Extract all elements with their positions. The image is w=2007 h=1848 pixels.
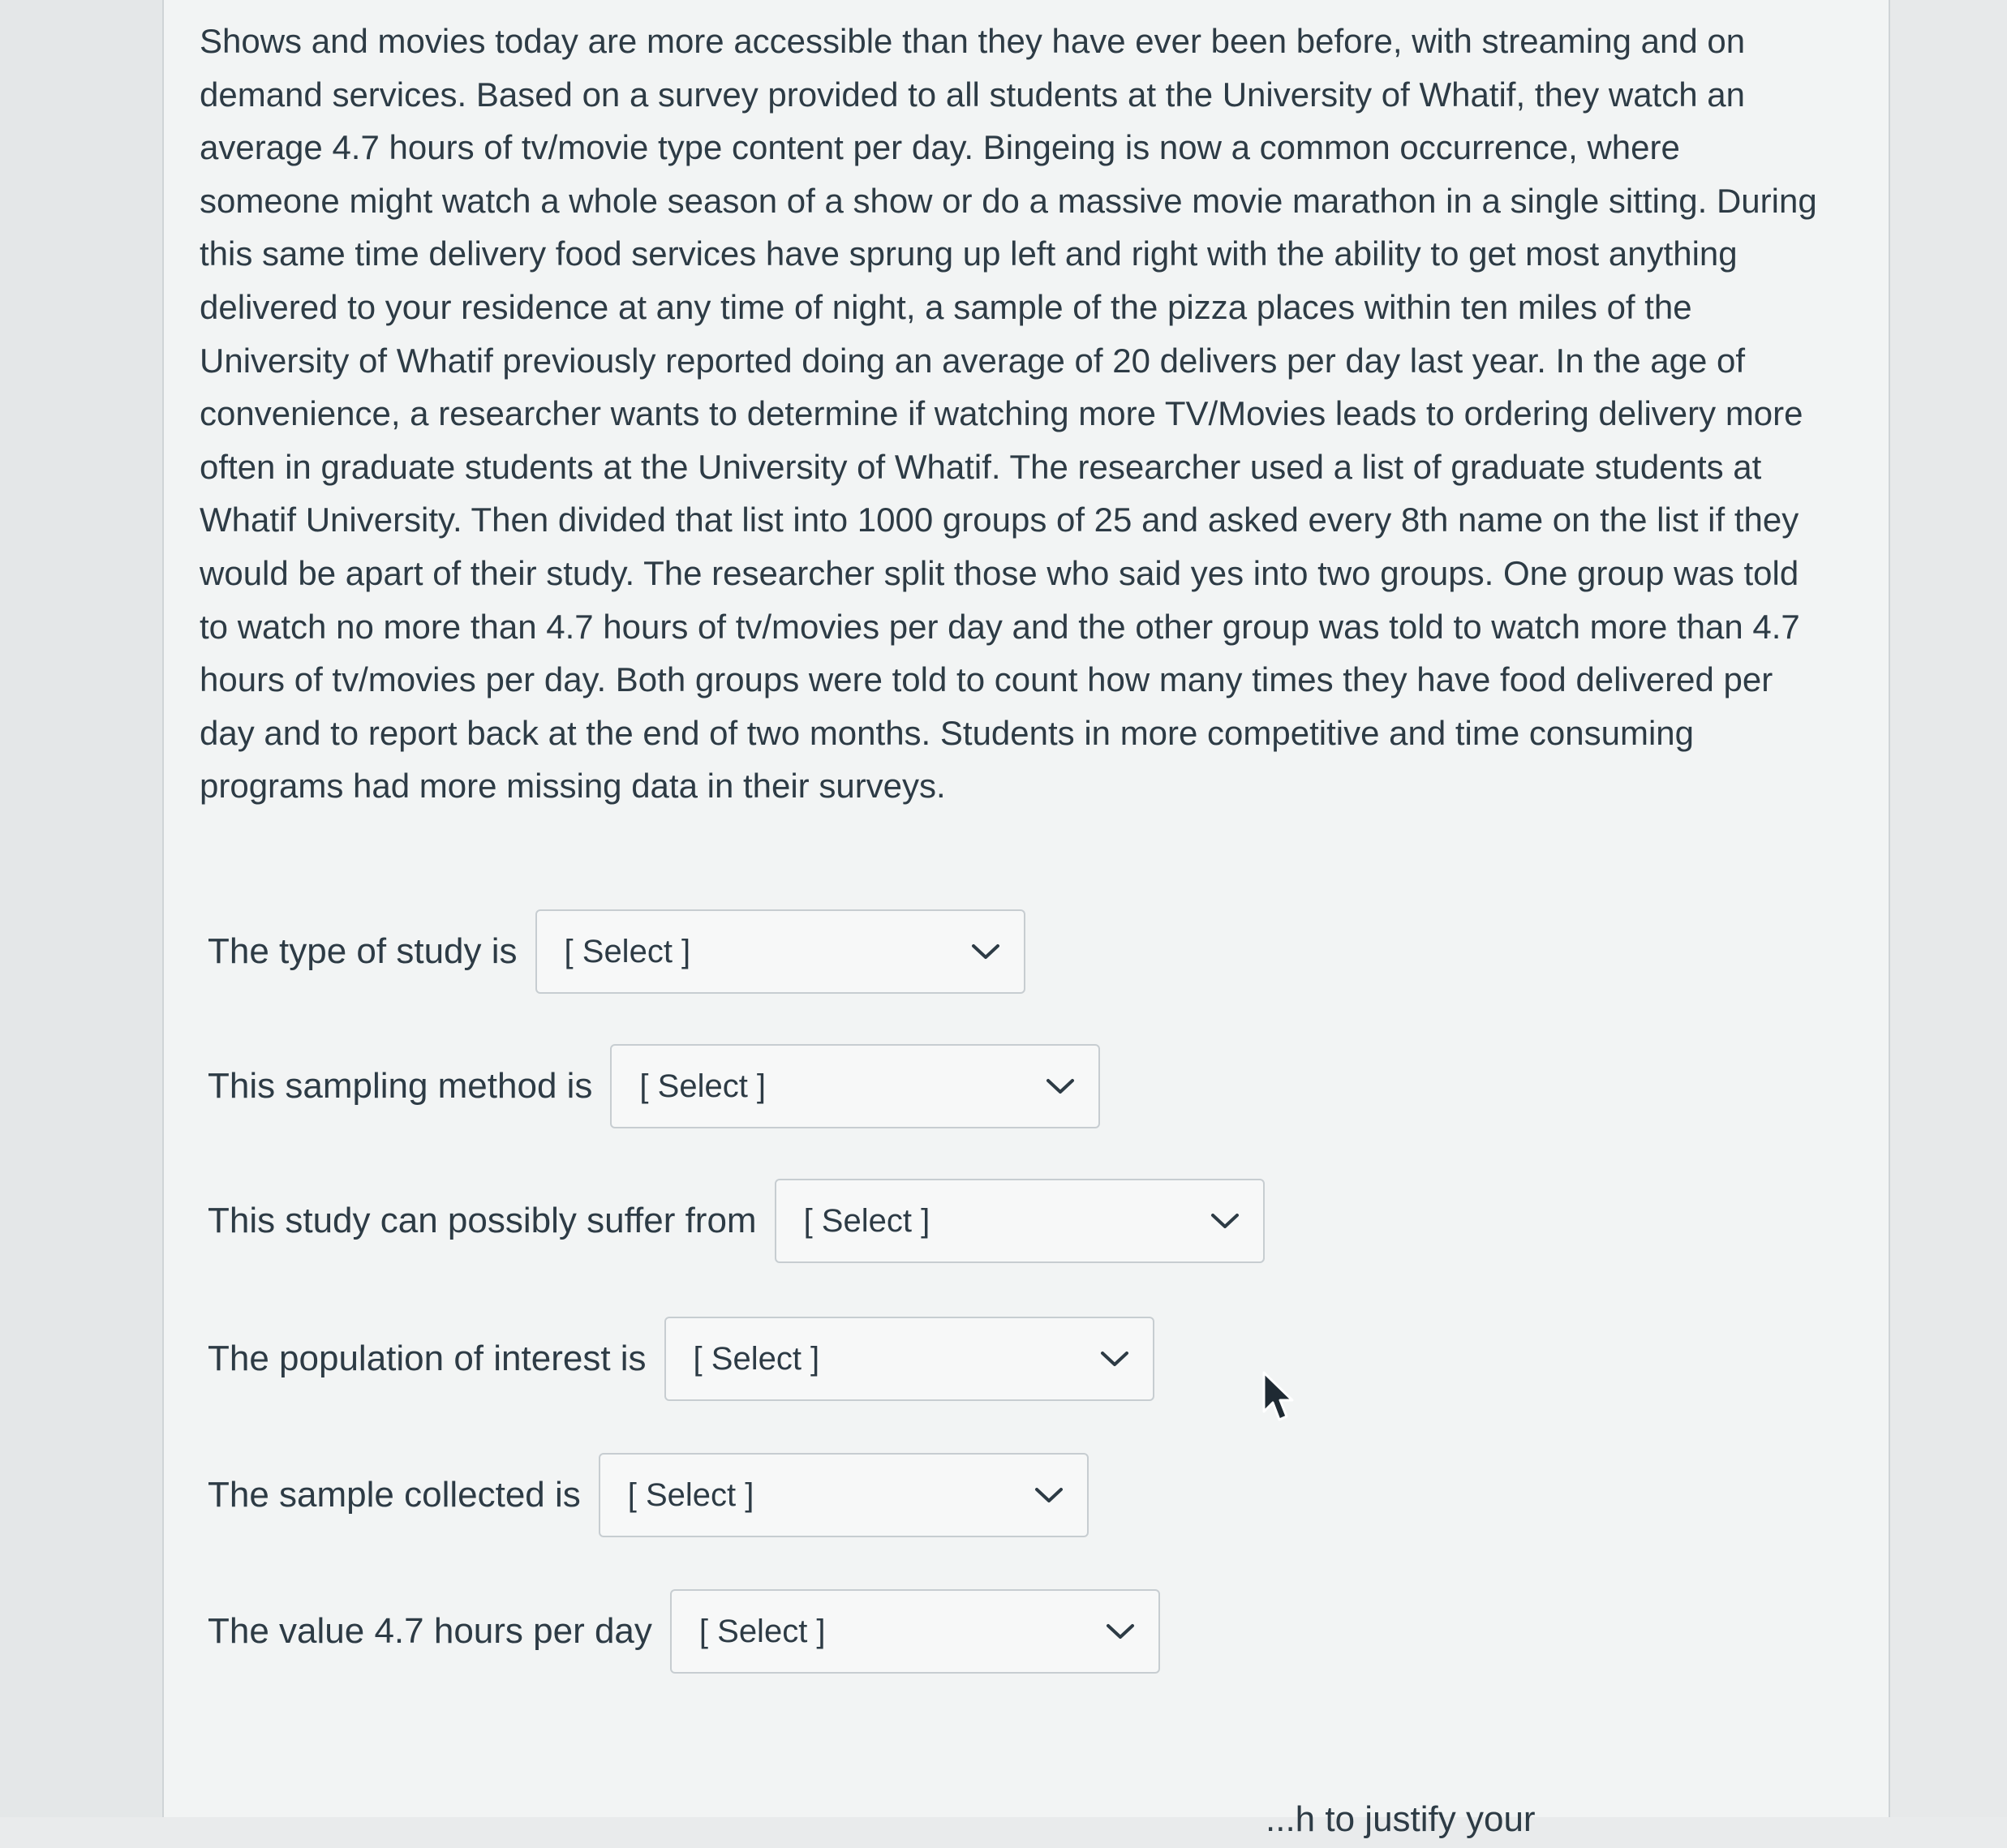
left-margin	[0, 0, 162, 1817]
dropdown-selected-value: [ Select ]	[627, 1476, 754, 1513]
dropdown-selected-value: [ Select ]	[803, 1202, 930, 1239]
question-sampling-method	[208, 1042, 1100, 1131]
chevron-down-icon	[1034, 1485, 1064, 1505]
chevron-down-icon	[1105, 1622, 1136, 1641]
chevron-down-icon	[1210, 1211, 1240, 1231]
sampling-method-dropdown[interactable]	[610, 1044, 1100, 1128]
question-type-of-study	[208, 907, 1025, 996]
question-sample-collected	[208, 1450, 1089, 1540]
value-4-7-hours-dropdown[interactable]	[670, 1589, 1160, 1674]
dropdown-selected-value: [ Select ]	[693, 1340, 820, 1377]
question-label: The sample collected is	[208, 1475, 581, 1515]
question-label: The population of interest is	[208, 1339, 647, 1378]
right-margin	[1890, 0, 2007, 1817]
study-bias-dropdown[interactable]	[775, 1179, 1265, 1263]
population-of-interest-dropdown[interactable]	[664, 1317, 1154, 1401]
sample-collected-dropdown[interactable]	[599, 1453, 1089, 1537]
dropdown-selected-value: [ Select ]	[639, 1068, 767, 1104]
dropdown-selected-value: [ Select ]	[564, 933, 691, 969]
question-study-bias	[208, 1176, 1265, 1266]
question-label: This study can possibly suffer from	[208, 1201, 757, 1240]
chevron-down-icon	[970, 942, 1001, 961]
chevron-down-icon	[1099, 1349, 1130, 1369]
question-population-of-interest	[208, 1314, 1154, 1403]
type-of-study-dropdown[interactable]	[535, 909, 1025, 994]
question-passage: Shows and movies today are more accessible than they have ever been before, with streaming and on demand services. Based on a survey provided to all students at the University of Whatif, they watch an average 4.7 hours of tv/movie type content per day. Bingeing is now a common occurrence, where someone might watch a whole season of a show or do a massive movie marathon in a single sitting. During this same time delivery food services have sprung up left and right with the ability to get most anything delivered to your residence at any time of night, a sample of the pizza places within ten miles of the University of Whatif previously reported doing an average of 20 delivers per day last year. In the age of convenience, a researcher wants to determine if watching more TV/Movies leads to ordering delivery more often in graduate students at the University of Whatif. The researcher used a list of graduate students at Whatif University. Then divided that list into 1000 groups of 25 and asked every 8th name on the list if they would be apart of their study. The researcher split those who said yes into two groups. One group was told to watch no more than 4.7 hours of tv/movies per day and the other group was told to watch more than 4.7 hours of tv/movies per day. Both groups were told to count how many times they have food delivered per day and to report back at the end of two months. Students in more competitive and time consuming programs had more missing data in their surveys.	[200, 22, 1817, 806]
dropdown-selected-value: [ Select ]	[698, 1613, 826, 1649]
question-label: The type of study is	[208, 931, 518, 971]
question-label: This sampling method is	[208, 1066, 593, 1106]
next-question-text-fragment: ...h to justify your	[1266, 1799, 1536, 1839]
chevron-down-icon	[1045, 1077, 1076, 1096]
question-label: The value 4.7 hours per day	[208, 1611, 652, 1651]
mouse-cursor-icon	[1262, 1371, 1295, 1423]
question-value-4-7-hours	[208, 1587, 1160, 1676]
